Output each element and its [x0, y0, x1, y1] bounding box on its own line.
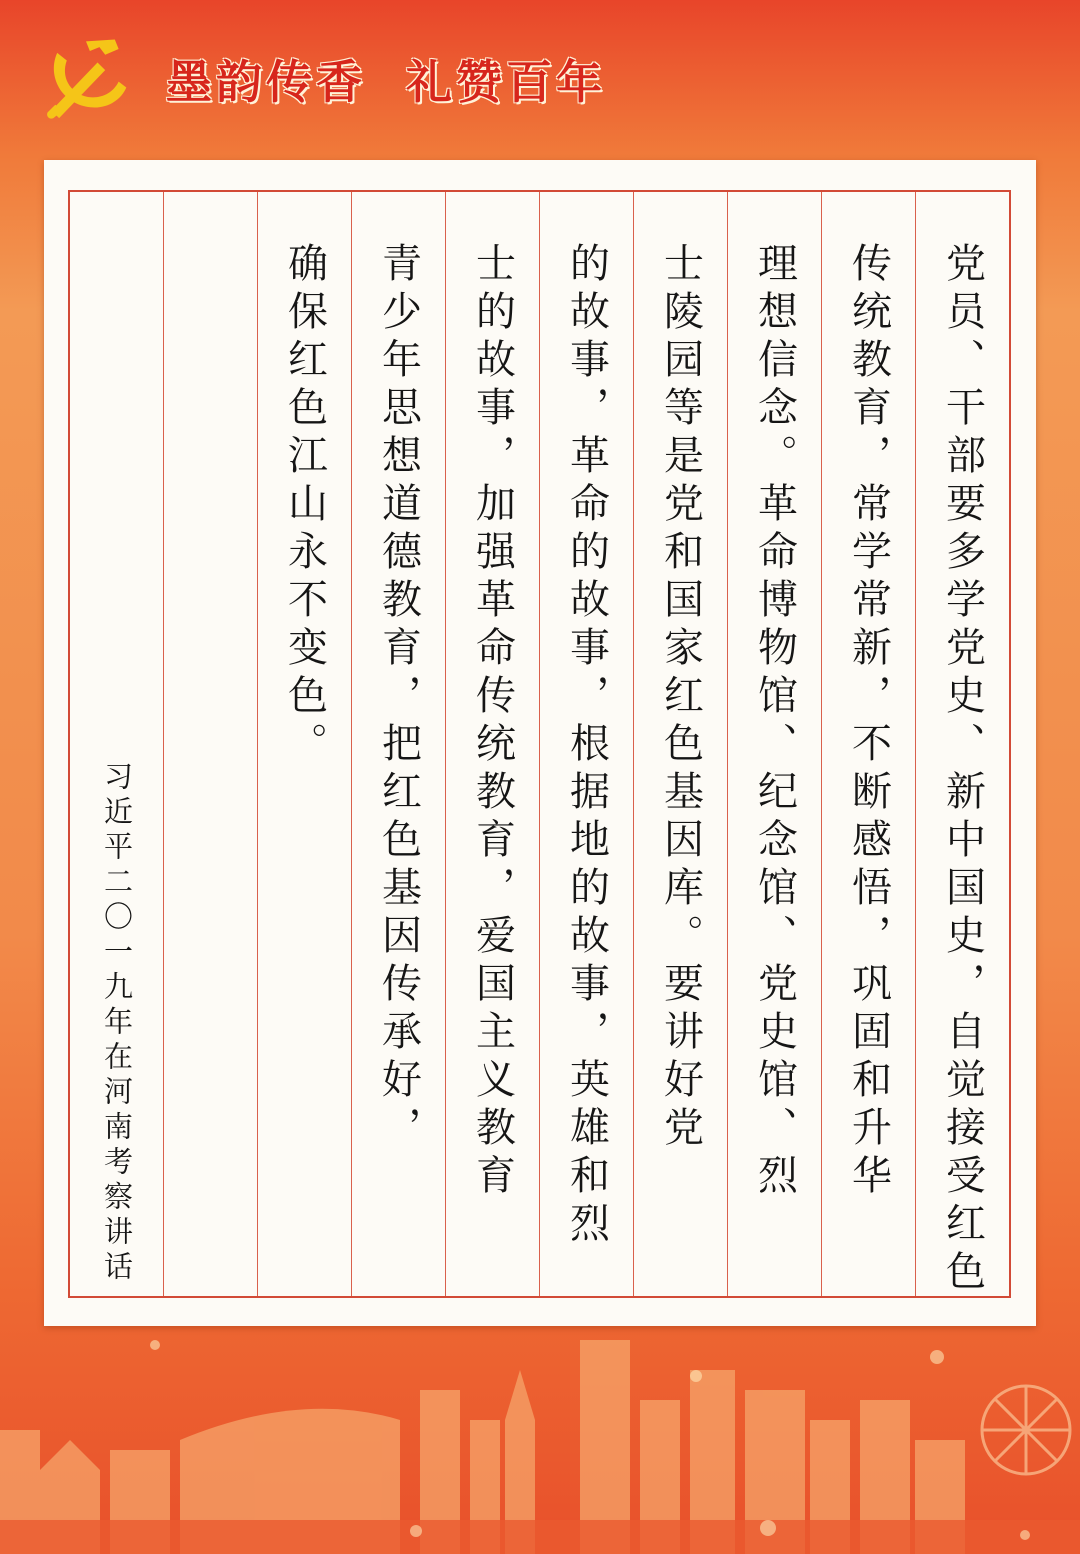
column-text: 理想信念。革命博物馆、纪念馆、党史馆、烈 [751, 242, 798, 1202]
bokeh-light [760, 1520, 776, 1536]
manuscript-column [539, 192, 633, 1296]
bokeh-light [150, 1340, 160, 1350]
column-text: 确保红色江山永不变色。 [281, 242, 328, 770]
column-text: 的故事，革命的故事，根据地的故事，英雄和烈 [563, 242, 610, 1250]
manuscript-column [445, 192, 539, 1296]
manuscript-column [633, 192, 727, 1296]
manuscript-column [163, 192, 257, 1296]
manuscript-column [821, 192, 915, 1296]
signature-column [70, 192, 163, 1296]
column-text: 传统教育，常学常新，不断感悟，巩固和升华 [845, 242, 892, 1202]
title-part-2: 礼赞百年 [406, 55, 606, 109]
city-skyline-decoration [0, 1330, 1080, 1554]
bokeh-light [690, 1370, 702, 1382]
manuscript-column [257, 192, 351, 1296]
manuscript-column [351, 192, 445, 1296]
column-text: 党员、干部要多学党史、新中国史，自觉接受红色 [939, 242, 986, 1298]
column-text: 士的故事，加强革命传统教育，爱国主义教育 [469, 242, 516, 1202]
signature: 习近平二〇一九年在河南考察讲话 [100, 761, 134, 1286]
column-text: 青少年思想道德教育，把红色基因传承好， [375, 242, 422, 1154]
manuscript-column [915, 192, 1009, 1296]
manuscript-grid [68, 190, 1011, 1298]
hammer-sickle-emblem-icon [38, 26, 134, 122]
bokeh-light [1020, 1530, 1030, 1540]
manuscript-paper [44, 160, 1036, 1326]
column-text: 士陵园等是党和国家红色基因库。要讲好党 [657, 242, 704, 1154]
bokeh-light [410, 1525, 422, 1537]
title-part-1: 墨韵传香 [166, 55, 366, 109]
poster-title [166, 46, 606, 116]
manuscript-column [727, 192, 821, 1296]
bokeh-light [930, 1350, 944, 1364]
